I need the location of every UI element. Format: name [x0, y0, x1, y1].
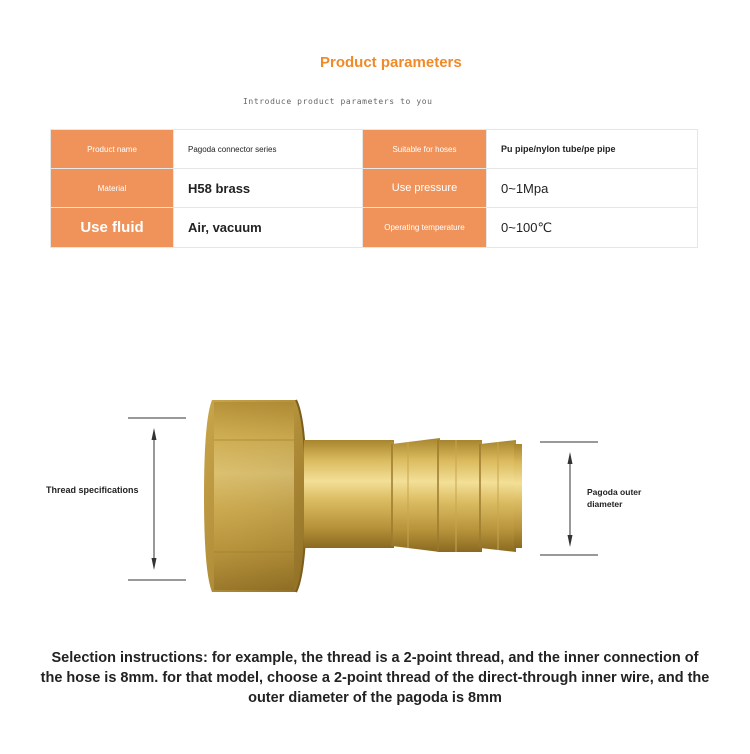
section-title: Product parameters — [320, 54, 462, 71]
param-label-material: Material — [51, 169, 174, 208]
outer-diameter-label: Pagoda outer diameter — [587, 487, 642, 509]
param-value-operating-temp: 0~100℃ — [487, 208, 698, 248]
param-label-use-fluid: Use fluid — [51, 208, 174, 248]
param-label-operating-temp: Operating temperature — [363, 208, 487, 248]
param-label-use-pressure: Use pressure — [363, 169, 487, 208]
table-row — [51, 130, 698, 169]
param-value-use-pressure: 0~1Mpa — [487, 169, 698, 208]
thread-spec-label: Thread specifications — [46, 485, 139, 495]
hex-nut — [204, 400, 306, 592]
param-label-suitable-hoses: Suitable for hoses — [363, 130, 487, 169]
barbed-tail — [304, 438, 522, 552]
param-value-suitable-hoses: Pu pipe/nylon tube/pe pipe — [487, 130, 698, 169]
table-row — [51, 208, 698, 248]
selection-instructions: Selection instructions: for example, the thread is a 2-point thread, and the inner connection of the hose is 8mm. for that model, choose a 2-point thread of the direct-through inner wire, and the outer diameter of the pagoda is 8mm — [40, 650, 710, 706]
param-label-product-name: Product name — [51, 130, 174, 169]
thread-dimension-marker — [128, 418, 186, 580]
product-diagram — [0, 380, 750, 610]
param-value-material: H58 brass — [174, 169, 363, 208]
param-value-product-name: Pagoda connector series — [174, 130, 363, 169]
parameters-table — [50, 129, 698, 248]
section-subtitle: Introduce product parameters to you — [243, 97, 433, 106]
table-row — [51, 169, 698, 208]
param-value-use-fluid: Air, vacuum — [174, 208, 363, 248]
